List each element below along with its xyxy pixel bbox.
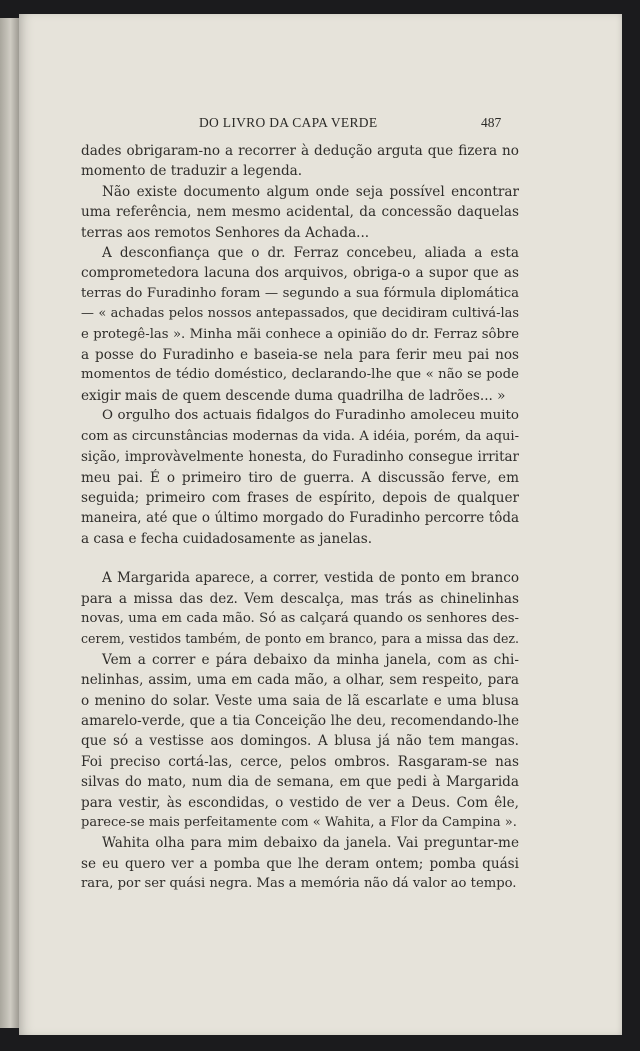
previous-page-edge <box>0 18 19 1028</box>
body-text <box>81 141 519 895</box>
text-line: terras do Furadinho foram — segundo a sua fórmula diplomática <box>81 285 519 301</box>
book-page <box>19 14 622 1035</box>
text-line: momento de traduzir a legenda. <box>81 163 303 180</box>
text-line: cerem, vestidos também, de ponto em branco, para a missa das dez. <box>81 631 519 647</box>
text-line: rara, por ser quási negra. Mas a memória não dá valor ao tempo. <box>81 876 517 892</box>
text-line: momentos de tédio doméstico, declarando-lhe que « não se pode <box>81 367 519 383</box>
running-title: DO LIVRO DA CAPA VERDE <box>199 115 378 130</box>
text-line: terras aos remotos Senhores da Achada... <box>81 224 370 241</box>
text-line: Vem a correr e pára debaixo da minha janela, com as chi- <box>102 651 519 668</box>
section-break <box>81 549 519 568</box>
text-line: com as circunstâncias modernas da vida. A idéia, porém, da aqui- <box>81 428 519 444</box>
text-line: novas, uma em cada mão. Só as calçará quando os senhores des- <box>81 610 519 626</box>
text-line: — « achadas pelos nossos antepassados, que decidiram cultivá-las <box>81 306 519 322</box>
text-line: se eu quero ver a pomba que lhe deram ontem; pomba quási <box>81 855 519 872</box>
text-line: Foi preciso cortá-las, cerce, pelos ombros. Rasgaram-se nas <box>81 753 519 770</box>
text-line: Wahita olha para mim debaixo da janela. Vai preguntar-me <box>102 835 519 852</box>
text-line: e protegê-las ». Minha mãi conhece a opinião do dr. Ferraz sôbre <box>81 326 519 342</box>
text-line: nelinhas, assim, uma em cada mão, a olhar, sem respeito, para <box>81 672 519 689</box>
text-line: silvas do mato, num dia de semana, em que pedi à Margarida <box>81 774 519 791</box>
text-line: O orgulho dos actuais fidalgos do Furadinho amoleceu muito <box>102 408 519 424</box>
text-line: uma referência, nem mesmo acidental, da concessão daquelas <box>81 204 519 221</box>
text-line: A Margarida aparece, a correr, vestida de ponto em branco <box>102 570 519 587</box>
text-line: dades obrigaram-no a recorrer à dedução arguta que fizera no <box>81 143 519 159</box>
text-line: a posse do Furadinho e baseia-se nela para ferir meu pai nos <box>81 347 519 364</box>
page-number: 487 <box>481 115 502 130</box>
text-line: seguida; primeiro com frases de espírito, depois de qualquer <box>81 489 519 506</box>
text-line: amarelo-verde, que a tia Conceição lhe deu, recomendando-lhe <box>81 712 519 729</box>
text-line: Não existe documento algum onde seja possível encontrar <box>102 183 519 200</box>
text-line: meu pai. É o primeiro tiro de guerra. A discussão ferve, em <box>81 469 519 486</box>
text-line: parece-se mais perfeitamente com « Wahita, a Flor da Campina ». <box>81 815 517 830</box>
text-line: o menino do solar. Veste uma saia de lã escarlate e uma blusa <box>81 692 519 709</box>
text-line: maneira, até que o último morgado do Furadinho percorre tôda <box>81 510 519 527</box>
text-line: comprometedora lacuna dos arquivos, obriga-o a supor que as <box>81 265 519 282</box>
text-line: a casa e fecha cuidadosamente as janelas. <box>81 530 373 547</box>
text-line: para vestir, às escondidas, o vestido de ver a Deus. Com êle, <box>81 794 519 811</box>
text-line: A desconfiança que o dr. Ferraz concebeu, aliada a esta <box>102 245 519 262</box>
text-line: sição, improvàvelmente honesta, do Furadinho consegue irritar <box>81 449 519 466</box>
text-line: para a missa das dez. Vem descalça, mas trás as chinelinhas <box>81 590 519 607</box>
text-line: exigir mais de quem descende duma quadrilha de ladrões... » <box>81 387 506 404</box>
text-line: que só a vestisse aos domingos. A blusa já não tem mangas. <box>81 733 519 750</box>
